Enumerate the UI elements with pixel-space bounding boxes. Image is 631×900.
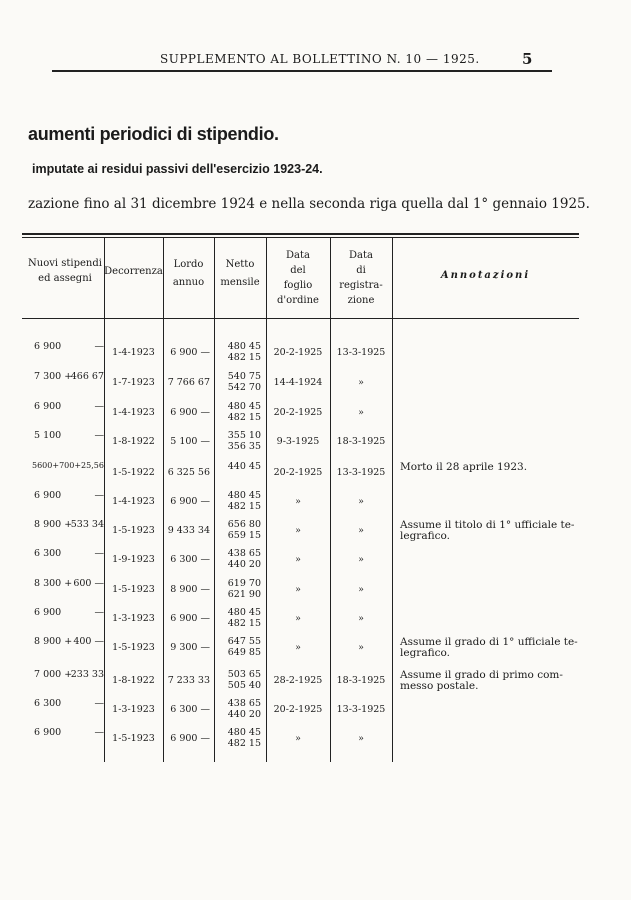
stipendio-base: 6 900 <box>34 727 62 738</box>
header-line: registra- <box>339 280 383 291</box>
data-registrazione: » <box>358 613 364 624</box>
lordo-annuo: 9 300 — <box>170 642 210 653</box>
netto-mensile-1: 647 55 <box>227 636 261 647</box>
data-registrazione: 18-3-1925 <box>336 436 386 447</box>
stipendio-assegno: — <box>94 548 104 559</box>
data-registrazione: » <box>358 496 364 507</box>
stipendio-assegno: — <box>94 341 104 352</box>
stipendio-base: 5600+700+25,56 <box>32 461 104 470</box>
header-lordo <box>163 256 214 292</box>
netto-mensile-1: 480 45 <box>227 341 261 352</box>
data-foglio: » <box>295 554 301 565</box>
data-registrazione: 13-3-1925 <box>336 704 386 715</box>
data-foglio: » <box>295 733 301 744</box>
data-foglio: 28-2-1925 <box>273 675 323 686</box>
lordo-annuo: 8 900 — <box>170 584 210 595</box>
data-registrazione: » <box>358 733 364 744</box>
data-registrazione: 13-3-1925 <box>336 467 386 478</box>
lordo-annuo: 6 900 — <box>170 347 210 358</box>
header-line: ed assegni <box>38 273 92 284</box>
netto-mensile-2: 482 15 <box>227 352 261 363</box>
netto-mensile-1: 480 45 <box>227 401 261 412</box>
decorrenza: 1-3-1923 <box>112 613 155 624</box>
netto-mensile-1: 480 45 <box>227 607 261 618</box>
data-registrazione: 18-3-1925 <box>336 675 386 686</box>
data-foglio: 20-2-1925 <box>273 704 323 715</box>
stipendio-assegno: 466 67 <box>70 371 104 382</box>
header-decorrenza <box>104 264 163 279</box>
annotazione: messo postale. <box>400 680 479 692</box>
lordo-annuo: 6 900 — <box>170 496 210 507</box>
netto-mensile-2: 505 40 <box>227 680 261 691</box>
header-netto <box>214 256 266 292</box>
decorrenza: 1-4-1923 <box>112 407 155 418</box>
annotazione: Assume il grado di primo com- <box>400 669 563 681</box>
lordo-annuo: 9 433 34 <box>167 525 210 536</box>
section-subtitle: imputate ai residui passivi dell'esercizio 1923-24. <box>32 162 323 176</box>
lordo-annuo: 6 300 — <box>170 704 210 715</box>
stipendio-assegno: — <box>94 607 104 618</box>
stipendio-base: 5 100 <box>34 430 62 441</box>
header-line: d'ordine <box>277 295 319 306</box>
netto-mensile-2: 440 20 <box>227 709 261 720</box>
stipendio-base: 6 900 <box>34 401 62 412</box>
annotazione: Morto il 28 aprile 1923. <box>400 461 528 473</box>
stipendio-base: 6 900 <box>34 341 62 352</box>
header-line: annuo <box>172 277 205 288</box>
stipendio-base: 7 000 + <box>34 669 73 680</box>
stipendio-assegno: — <box>94 401 104 412</box>
header-data-registrazione <box>330 248 392 308</box>
data-registrazione: » <box>358 554 364 565</box>
data-foglio: 14-4-1924 <box>273 377 323 388</box>
netto-mensile-1: 656 80 <box>227 519 261 530</box>
page-number: 5 <box>522 50 533 68</box>
data-foglio: 20-2-1925 <box>273 467 323 478</box>
annotazione: Assume il titolo di 1° ufficiale te- <box>400 519 575 531</box>
header-line: mensile <box>220 277 260 288</box>
header-line: foglio <box>283 280 313 291</box>
header-line: zione <box>347 295 375 306</box>
data-registrazione: 13-3-1925 <box>336 347 386 358</box>
data-registrazione: » <box>358 584 364 595</box>
data-foglio: 9-3-1925 <box>276 436 320 447</box>
header-line: Nuovi stipendi <box>28 258 102 269</box>
netto-mensile-1: 480 45 <box>227 490 261 501</box>
header-line: Data <box>349 250 373 261</box>
lordo-annuo: 6 300 — <box>170 554 210 565</box>
stipendio-base: 6 900 <box>34 607 62 618</box>
decorrenza: 1-5-1923 <box>112 733 155 744</box>
lordo-annuo: 6 325 56 <box>167 467 210 478</box>
netto-mensile-1: 540 75 <box>227 371 261 382</box>
netto-mensile-2: 659 15 <box>227 530 261 541</box>
netto-mensile-1: 438 65 <box>227 548 261 559</box>
lordo-annuo: 7 233 33 <box>167 675 210 686</box>
annotazione: legrafico. <box>400 530 450 542</box>
data-registrazione: » <box>358 377 364 388</box>
annotazione: legrafico. <box>400 647 450 659</box>
stipendio-assegno: — <box>94 698 104 709</box>
header-line: Data <box>286 250 310 261</box>
table-top-rule <box>22 233 579 235</box>
stipendio-base: 8 900 + <box>34 519 73 530</box>
stipendio-base: 6 300 <box>34 548 62 559</box>
netto-mensile-1: 438 65 <box>227 698 261 709</box>
decorrenza: 1-4-1923 <box>112 496 155 507</box>
stipendio-assegno: 400 — <box>73 636 104 647</box>
lordo-annuo: 6 900 — <box>170 733 210 744</box>
netto-mensile-2: 482 15 <box>227 738 261 749</box>
netto-mensile-1: 480 45 <box>227 727 261 738</box>
stipendio-assegno: 600 — <box>73 578 104 589</box>
col-divider <box>392 237 393 762</box>
data-foglio: » <box>295 613 301 624</box>
decorrenza: 1-9-1923 <box>112 554 155 565</box>
netto-mensile-2: 621 90 <box>227 589 261 600</box>
header-rule <box>52 70 552 72</box>
header-line: Netto <box>225 259 255 270</box>
stipendio-assegno: — <box>94 430 104 441</box>
data-foglio: 20-2-1925 <box>273 407 323 418</box>
stipendio-assegno: 233 33 <box>70 669 104 680</box>
annotazione: Assume il grado di 1° ufficiale te- <box>400 636 578 648</box>
decorrenza: 1-8-1922 <box>112 675 155 686</box>
stipendio-assegno: — <box>94 490 104 501</box>
stipendio-base: 8 300 + <box>34 578 73 589</box>
lordo-annuo: 5 100 — <box>170 436 210 447</box>
netto-mensile-2: 482 15 <box>227 501 261 512</box>
stipendio-base: 8 900 + <box>34 636 73 647</box>
netto-mensile-2: 440 20 <box>227 559 261 570</box>
data-registrazione: » <box>358 525 364 536</box>
netto-mensile-2: 482 15 <box>227 412 261 423</box>
decorrenza: 1-5-1922 <box>112 467 155 478</box>
decorrenza: 1-4-1923 <box>112 347 155 358</box>
netto-mensile-2: 649 85 <box>227 647 261 658</box>
header-annotazioni <box>392 268 579 283</box>
stipendio-base: 6 300 <box>34 698 62 709</box>
table-note: zazione fino al 31 dicembre 1924 e nella seconda riga quella dal 1° gennaio 1925. <box>28 196 590 212</box>
table-top-rule-thin <box>22 237 579 238</box>
netto-mensile-2: 482 15 <box>227 618 261 629</box>
data-registrazione: » <box>358 642 364 653</box>
stipendio-base: 6 900 <box>34 490 62 501</box>
running-title: SUPPLEMENTO AL BOLLETTINO N. 10 — 1925. <box>160 52 480 66</box>
data-foglio: » <box>295 642 301 653</box>
lordo-annuo: 6 900 — <box>170 407 210 418</box>
header-line: Lordo <box>173 259 204 270</box>
header-line: Decorrenza <box>104 266 163 277</box>
section-title: aumenti periodici di stipendio. <box>28 124 279 144</box>
decorrenza: 1-7-1923 <box>112 377 155 388</box>
data-foglio: 20-2-1925 <box>273 347 323 358</box>
netto-mensile-1: 619 70 <box>227 578 261 589</box>
stipendio-base: 7 300 + <box>34 371 73 382</box>
header-line: Annotazioni <box>440 270 531 281</box>
netto-mensile-1: 503 65 <box>227 669 261 680</box>
header-line: di <box>356 265 366 276</box>
decorrenza: 1-5-1923 <box>112 642 155 653</box>
data-foglio: » <box>295 496 301 507</box>
decorrenza: 1-8-1922 <box>112 436 155 447</box>
netto-mensile-1: 355 10 <box>227 430 261 441</box>
data-registrazione: » <box>358 407 364 418</box>
data-foglio: » <box>295 584 301 595</box>
netto-mensile-1: 440 45 <box>227 461 261 472</box>
netto-mensile-2: 356 35 <box>227 441 261 452</box>
stipendio-assegno: — <box>94 727 104 738</box>
header-nuovi-stipendi <box>26 256 104 286</box>
lordo-annuo: 6 900 — <box>170 613 210 624</box>
stipendio-assegno: 533 34 <box>70 519 104 530</box>
netto-mensile-2: 542 70 <box>227 382 261 393</box>
lordo-annuo: 7 766 67 <box>167 377 210 388</box>
decorrenza: 1-3-1923 <box>112 704 155 715</box>
table-header-rule <box>22 318 579 319</box>
header-line: del <box>290 265 306 276</box>
header-data-foglio <box>266 248 330 308</box>
decorrenza: 1-5-1923 <box>112 525 155 536</box>
decorrenza: 1-5-1923 <box>112 584 155 595</box>
data-foglio: » <box>295 525 301 536</box>
